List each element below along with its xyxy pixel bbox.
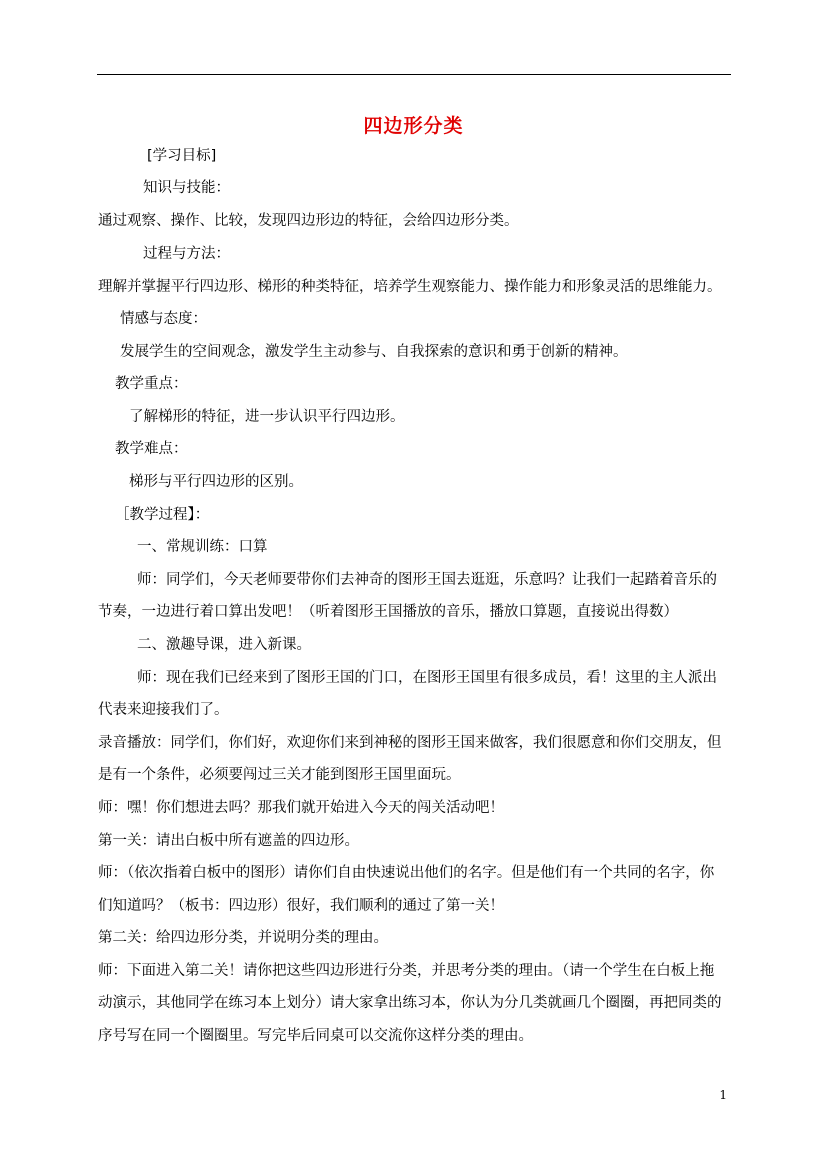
text-line: 一、常规训练：口算 <box>137 539 268 555</box>
text-line: 梯形与平行四边形的区别。 <box>129 474 303 490</box>
page-title: 四边形分类 <box>363 115 464 137</box>
text-line: 录音播放：同学们，你们好，欢迎你们来到神秘的图形王国来做客，我们很愿意和你们交朋友，但 <box>98 735 722 751</box>
header-rule <box>97 74 731 75</box>
page-number: 1 <box>719 1088 727 1102</box>
text-line: 师：下面进入第二关！请你把这些四边形进行分类，并思考分类的理由。（请一个学生在白板上拖 <box>98 963 715 979</box>
text-line: 过程与方法： <box>143 246 230 262</box>
text-line: 师：现在我们已经来到了图形王国的门口，在图形王国里有很多成员，看！这里的主人派出 <box>137 670 717 686</box>
text-line: [学习目标] <box>147 148 217 164</box>
text-line: 们知道吗？（板书：四边形）很好，我们顺利的通过了第一关！ <box>98 898 504 914</box>
text-line: 情感与态度： <box>120 311 207 327</box>
text-line: 代表来迎接我们了。 <box>98 702 229 718</box>
text-line: ［教学过程】： <box>115 507 210 523</box>
text-line: 知识与技能： <box>143 180 230 196</box>
text-line: 第一关：请出白板中所有遮盖的四边形。 <box>98 833 359 849</box>
text-line: 二、激趣导课，进入新课。 <box>137 637 311 653</box>
text-line: 教学重点： <box>115 376 188 392</box>
text-line: 序号写在同一个圈圈里。写完毕后同桌可以交流你这样分类的理由。 <box>98 1028 533 1044</box>
text-line: 师：同学们，今天老师要带你们去神奇的图形王国去逛逛，乐意吗？让我们一起踏着音乐的 <box>137 572 717 588</box>
text-line: 动演示，其他同学在练习本上划分）请大家拿出练习本，你认为分几类就画几个圈圈，再把同类的 <box>98 995 722 1011</box>
text-line: 节奏，一边进行着口算出发吧！（听着图形王国播放的音乐，播放口算题，直接说出得数） <box>98 604 678 620</box>
text-line: 发展学生的空间观念，激发学生主动参与、自我探索的意识和勇于创新的精神。 <box>120 344 628 360</box>
text-line: 是有一个条件，必须要闯过三关才能到图形王国里面玩。 <box>98 767 461 783</box>
text-line: 教学难点： <box>115 441 188 457</box>
text-line: 第二关：给四边形分类，并说明分类的理由。 <box>98 930 388 946</box>
text-line: 了解梯形的特征，进一步认识平行四边形。 <box>129 409 405 425</box>
text-line: 理解并掌握平行四边形、梯形的种类特征，培养学生观察能力、操作能力和形象灵活的思维能力。 <box>98 279 722 295</box>
text-line: 师：嘿！你们想进去吗？那我们就开始进入今天的闯关活动吧！ <box>98 800 504 816</box>
text-line: 通过观察、操作、比较，发现四边形边的特征，会给四边形分类。 <box>98 213 519 229</box>
text-line: 师：（依次指着白板中的图形）请你们自由快速说出他们的名字。但是他们有一个共同的名字，你 <box>98 865 715 881</box>
